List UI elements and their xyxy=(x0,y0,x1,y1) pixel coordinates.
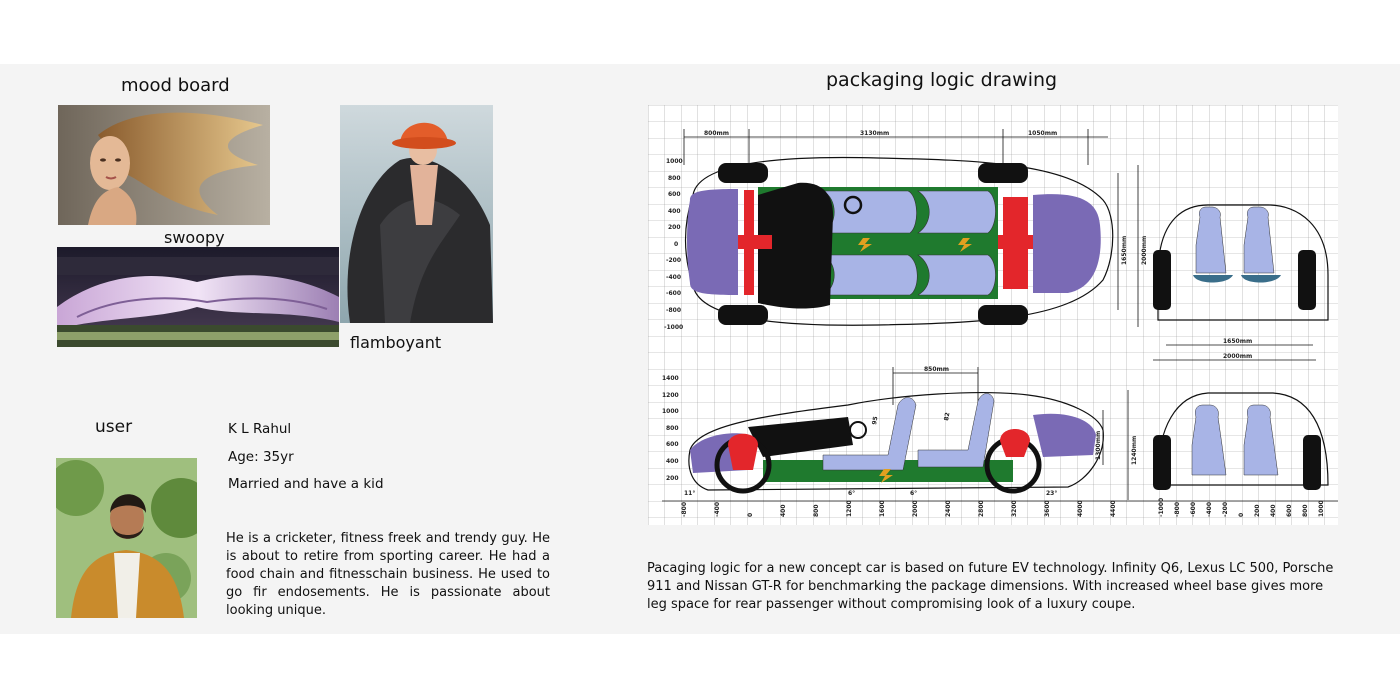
mood-board-title: mood board xyxy=(121,75,230,96)
rear-motor-side xyxy=(1000,429,1030,457)
seat-rear-right xyxy=(918,255,996,295)
y-tick-m1000: -1000 xyxy=(664,324,684,331)
fx-tick-m200: -200 xyxy=(1222,501,1229,517)
swoopy-label: swoopy xyxy=(164,228,225,247)
flamboyant-label: flamboyant xyxy=(350,333,442,352)
y-tick-400: 400 xyxy=(668,208,681,215)
dim-ang-seat2: 6° xyxy=(910,490,918,497)
x-tick-4400: 4400 xyxy=(1110,500,1117,517)
y-tick-200: 200 xyxy=(668,224,681,231)
x-tick-1200: 1200 xyxy=(846,500,853,517)
dim-headroom: 1300mm xyxy=(1095,430,1102,460)
fx-tick-400: 400 xyxy=(1270,504,1277,517)
dim-width-side: 2000mm xyxy=(1141,235,1148,265)
side-tick-200: 200 xyxy=(666,475,679,482)
x-tick-1600: 1600 xyxy=(879,500,886,517)
fx-tick-m400: -400 xyxy=(1206,501,1213,517)
fx-tick-1000: 1000 xyxy=(1318,500,1325,517)
fx-tick-200: 200 xyxy=(1254,504,1261,517)
front-motor-side xyxy=(728,434,758,470)
dim-front-width: 2000mm xyxy=(1223,353,1253,360)
front-wheel-r xyxy=(1298,250,1316,310)
dim-ang-seat1: 6° xyxy=(848,490,856,497)
seat-front-right xyxy=(823,255,917,295)
side-tick-1200: 1200 xyxy=(662,392,679,399)
packaging-caption: Pacaging logic for a new concept car is based on future EV technology. Infinity Q6, Lexus LC 500, Porsche 911 and Nissan GT-R for benchmarking the package dimensions. With increased wheel base gives more leg space for rear passenger without compromising look of a luxury coupe. xyxy=(647,561,1334,612)
user-photo xyxy=(56,458,197,618)
side-tick-800: 800 xyxy=(666,425,679,432)
user-status: Married and have a kid xyxy=(228,476,384,492)
x-tick-800: 800 xyxy=(813,504,820,517)
y-tick-m200: -200 xyxy=(666,257,682,264)
frunk xyxy=(687,189,738,295)
y-tick-1000: 1000 xyxy=(666,158,683,165)
y-tick-800: 800 xyxy=(668,175,681,182)
dim-ang-rear: 23° xyxy=(1046,490,1058,497)
wheel-rl xyxy=(718,305,768,325)
y-tick-m800: -800 xyxy=(666,307,682,314)
dim-ang-back2: 82 xyxy=(943,411,952,422)
fx-tick-600: 600 xyxy=(1286,504,1293,517)
dim-front-overhang: 800mm xyxy=(704,130,730,137)
x-tick-m400: -400 xyxy=(714,501,721,517)
fx-tick-m1000: -1000 xyxy=(1158,497,1165,517)
y-tick-m600: -600 xyxy=(666,290,682,297)
fx-tick-m600: -600 xyxy=(1190,501,1197,517)
x-tick-3600: 3600 xyxy=(1044,500,1051,517)
y-tick-600: 600 xyxy=(668,191,681,198)
mood-image-architecture xyxy=(57,247,339,347)
user-name: K L Rahul xyxy=(228,421,292,437)
side-tick-1000: 1000 xyxy=(662,408,679,415)
fx-tick-m800: -800 xyxy=(1174,501,1181,517)
user-age: Age: 35yr xyxy=(228,449,294,465)
y-tick-0: 0 xyxy=(674,241,679,248)
x-tick-400: 400 xyxy=(780,504,787,517)
dim-ang-back1: 95 xyxy=(871,415,880,426)
x-tick-2000: 2000 xyxy=(912,500,919,517)
x-tick-4000: 4000 xyxy=(1077,500,1084,517)
dim-seat-spacing: 850mm xyxy=(924,366,950,373)
x-tick-0: 0 xyxy=(747,512,754,517)
user-bio: He is a cricketer, fitness freek and trendy guy. He is about to retire from sporting career. He had a food chain and fitnesschain business. He used to go fir endosements. He is passionate about looking unique. xyxy=(226,531,550,618)
side-tick-600: 600 xyxy=(666,441,679,448)
side-tick-1400: 1400 xyxy=(662,375,679,382)
trunk-top xyxy=(1033,194,1101,293)
x-tick-m800: -800 xyxy=(681,501,688,517)
fx-tick-800: 800 xyxy=(1302,504,1309,517)
wheel-fl xyxy=(718,163,768,183)
fx-tick-0: 0 xyxy=(1238,512,1245,517)
dim-front-track: 1650mm xyxy=(1223,338,1253,345)
seat-front-left xyxy=(823,191,917,233)
side-tick-400: 400 xyxy=(666,458,679,465)
wheel-rr xyxy=(978,305,1028,325)
x-tick-3200: 3200 xyxy=(1011,500,1018,517)
x-tick-2800: 2800 xyxy=(978,500,985,517)
wheel-fr xyxy=(978,163,1028,183)
dim-wheelbase: 3130mm xyxy=(860,130,890,137)
seat-rear-left xyxy=(918,191,996,233)
x-tick-2400: 2400 xyxy=(945,500,952,517)
user-title: user xyxy=(95,417,133,437)
mood-image-hair xyxy=(58,105,270,225)
front-wheel-l xyxy=(1153,250,1171,310)
packaging-drawing xyxy=(648,105,1338,525)
dim-rear-overhang: 1050mm xyxy=(1028,130,1058,137)
dim-height: 1240mm xyxy=(1131,435,1138,465)
packaging-title: packaging logic drawing xyxy=(826,69,1058,91)
y-tick-m400: -400 xyxy=(666,274,682,281)
dim-track: 1650mm xyxy=(1121,235,1128,265)
mood-image-fashion xyxy=(340,105,493,323)
dim-ang-front: 11° xyxy=(684,490,696,497)
